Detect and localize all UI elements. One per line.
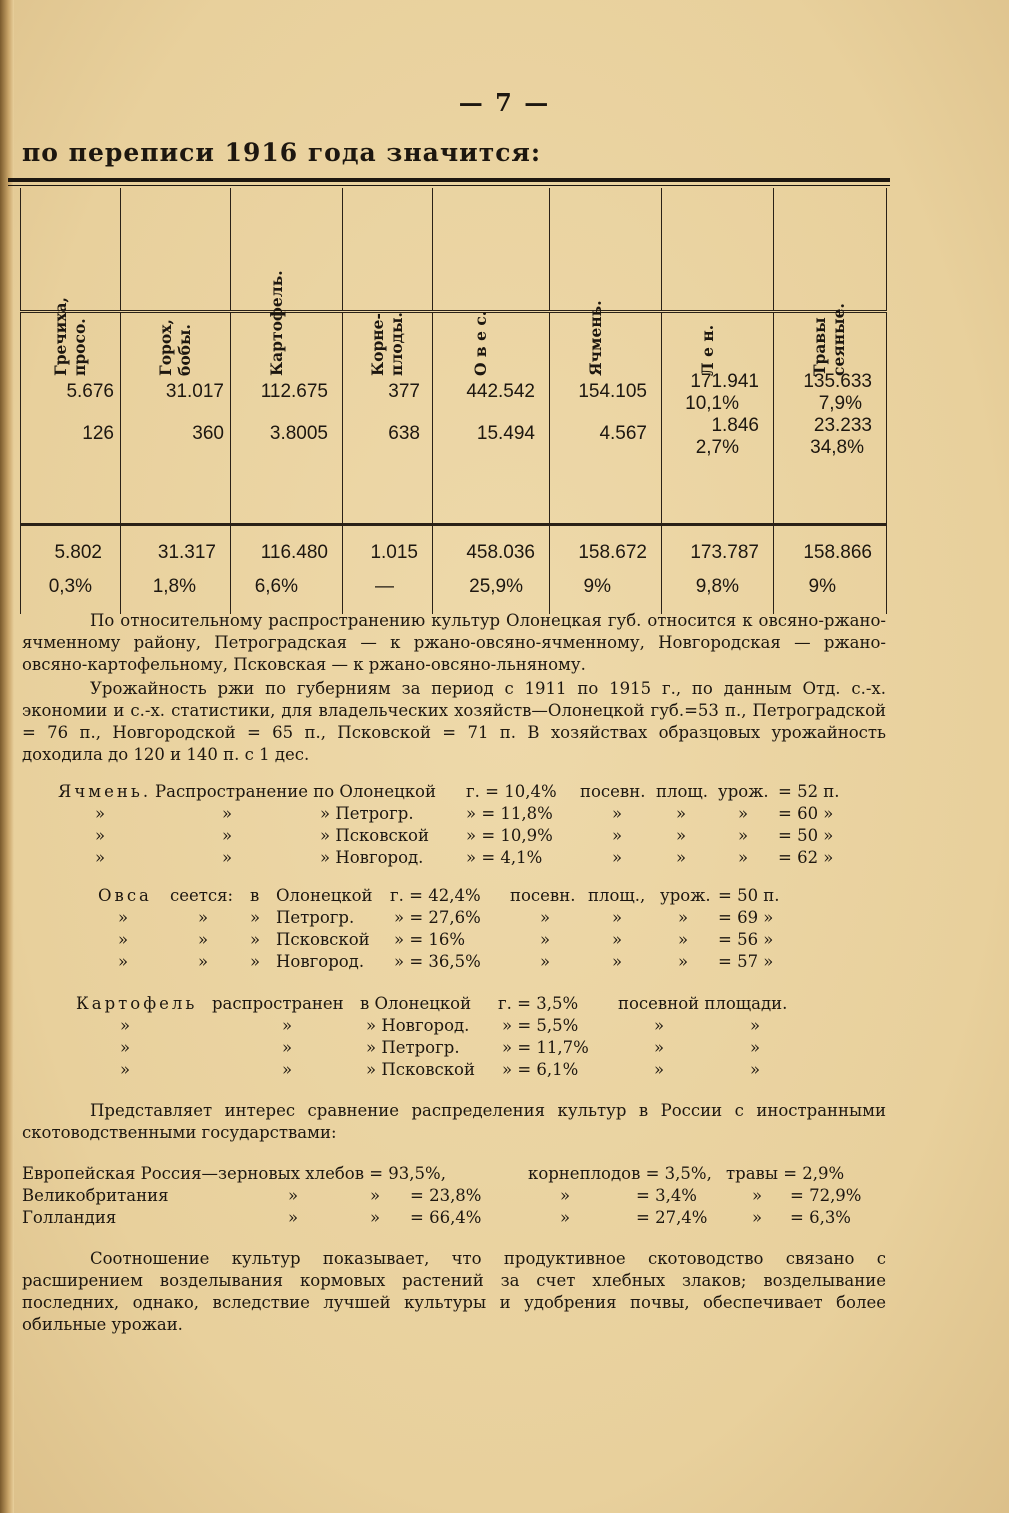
text-run: » Новгород. [320,848,424,867]
table-cell [343,525,433,615]
cell-value: 10,1% [685,393,739,414]
col-header-label: Гречиха, просо. [50,297,89,376]
text-run: » [654,1060,665,1079]
col-header-label: Травы сеяные. [810,303,848,376]
text-run: » Петрогр. [366,1038,460,1057]
cell-value: 116.480 [260,542,328,563]
table-cell [121,525,231,615]
text-run: » [118,952,129,971]
cell-value: 126 [82,423,114,444]
paragraph-regions: По относительному распространению культур Олонецкая губ. относится к овсяно-ржано-ячменному району, Петроградская — к ржано-овсяно-ячменному, Новгородская — ржано-овсяно-картофельному, Псковская — к ржано-овсяно-льняному. [22,611,886,674]
cell-value: 23.233 [813,415,872,436]
cell-value: 458.036 [466,542,535,563]
table-cell [774,525,887,615]
cell-value: 9% [583,576,611,597]
text-run: » Новгород. [366,1016,470,1035]
text-run: » [250,930,261,949]
oats-row [0,908,1009,930]
cell-value: 154.105 [578,381,647,402]
text-run: » [288,1208,299,1227]
text-run: Картофель [76,994,198,1013]
cell-value: 173.787 [690,542,759,563]
cell-value: 9% [808,576,836,597]
text-run: урож. [660,886,711,905]
text-run: » [120,1038,131,1057]
col-header-label: Л е н. [697,324,717,376]
text-run: г. = 42,4% [390,886,481,905]
text-run: » [612,848,623,867]
table-cell [433,525,550,615]
text-run: » [120,1060,131,1079]
text-run: » [738,826,749,845]
cell-value: 5.676 [66,381,114,402]
col-header-label: О в е с. [471,310,490,376]
text-run: » [612,804,623,823]
text-run: » [676,804,687,823]
page-number: — 7 — [458,88,551,117]
text-run: » [560,1186,571,1205]
text-run: » [540,952,551,971]
text-run: площ., [588,886,646,905]
cell-value: 638 [388,423,420,444]
text-run: = 50 п. [718,886,780,905]
text-run: » Псковской [320,826,429,845]
text-run: Великобритания [22,1186,169,1205]
text-run: = 27,4% [636,1208,708,1227]
table-header-row [21,188,887,312]
text-run: » [282,1060,293,1079]
col-header-root-crops [343,188,433,376]
cell-value: — [375,576,394,597]
text-run: Распространение по Олонецкой [155,782,436,801]
text-run: = 3,4% [636,1186,697,1205]
cell-value: 158.672 [578,542,647,563]
text-run: » [752,1208,763,1227]
cell-value: 2,7% [695,437,739,458]
text-run: г. = 3,5% [498,994,579,1013]
text-run: = 60 » [778,804,834,823]
text-run: » [678,952,689,971]
text-run: » [198,930,209,949]
text-run: Овса [98,886,152,905]
col-header-label: Ячмень. [585,300,605,376]
text-run: » [750,1016,761,1035]
col-header-flax [662,188,774,376]
paragraph-comparison-intro: Представляет интерес сравнение распределения культур в России с иностранными скотоводственными государствами: [22,1101,886,1142]
potato-row [0,1060,1009,1082]
cell-value: 9,8% [695,576,739,597]
text-run: посевн. [510,886,576,905]
text-run: » [654,1016,665,1035]
comparison-row [0,1186,1009,1208]
text-run: Новгород. [276,952,365,971]
text-run: » = 6,1% [502,1060,579,1079]
cell-value: 1.015 [370,542,418,563]
cell-value: 5.802 [54,542,102,563]
table-rule [8,178,890,182]
cell-value: 34,8% [810,437,864,458]
text-run: площ. [656,782,708,801]
text-run: = 62 » [778,848,834,867]
cell-value: 158.866 [803,542,872,563]
cell-value: 3.8005 [269,423,328,444]
text-run: » [198,908,209,927]
cell-value: 31.317 [157,542,216,563]
table-row [21,312,887,525]
text-run: » [95,826,106,845]
text-run: » [198,952,209,971]
text-run: » [282,1016,293,1035]
text-run: = 56 » [718,930,774,949]
table-cell [21,525,121,615]
cell-value: 6,6% [254,576,298,597]
text-run: » [612,908,623,927]
text-run: Петрогр. [276,908,355,927]
cell-value: 15.494 [476,423,535,444]
text-run: » [370,1186,381,1205]
comparison-row [0,1208,1009,1230]
col-header-peas [121,188,231,376]
text-run: » = 11,7% [502,1038,589,1057]
text-run: » [540,930,551,949]
cell-value: 135.633 [803,371,872,392]
cell-value: 7,9% [818,393,862,414]
barley-row [0,782,1009,804]
text-run: = 72,9% [790,1186,862,1205]
text-run: » = 11,8% [466,804,553,823]
text-run: » [750,1038,761,1057]
cell-value: 377 [388,381,420,402]
text-run: » Петрогр. [320,804,414,823]
text-run: » [222,826,233,845]
text-run: » [95,804,106,823]
text-run: » = 4,1% [466,848,543,867]
cell-value: 31.017 [165,381,224,402]
oats-row [0,930,1009,952]
text-run: Ячмень. [58,782,152,801]
text-run: » [118,908,129,927]
text-run: » = 27,6% [394,908,481,927]
text-run: = 50 » [778,826,834,845]
text-run: » [560,1208,571,1227]
text-run: » Псковской [366,1060,475,1079]
text-run: » [95,848,106,867]
col-header-label: Корне- плоды. [367,312,406,376]
text-run: = 69 » [718,908,774,927]
paragraph-conclusion: Соотношение культур показывает, что продуктивное скотоводство связано с расширением возделывания кормовых растений за счет хлебных злаков; возделывание последних, однако, вследствие лучшей культуры и удобрения почвы, обеспечивает более обильные урожаи. [22,1249,886,1334]
text-run: = 6,3% [790,1208,851,1227]
barley-row [0,804,1009,826]
cell-value: 171.941 [690,371,759,392]
text-run: » = 5,5% [502,1016,579,1035]
table-cell [662,525,774,615]
text-run: Псковской [276,930,370,949]
text-run: = 66,4% [410,1208,482,1227]
text-run: » [654,1038,665,1057]
text-run: » [678,908,689,927]
col-header-grasses [774,188,887,376]
text-run: г. = 10,4% [466,782,557,801]
text-run: в Олонецкой [360,994,472,1013]
text-run: » [250,908,261,927]
col-header-label: Картофель. [266,270,286,376]
text-run: корнеплодов = 3,5%, [528,1164,712,1183]
table-cell [231,525,343,615]
text-run: » [676,826,687,845]
text-run: Европейская Россия—зерновых хлебов = 93,5%, [22,1164,446,1183]
text-run: » [540,908,551,927]
col-header-label: Горох, бобы. [155,319,194,376]
barley-row [0,848,1009,870]
text-run: Голландия [22,1208,117,1227]
text-run: » = 10,9% [466,826,553,845]
census-table [20,188,887,614]
text-run: посевной площади. [618,994,788,1013]
text-run: » [738,848,749,867]
col-header-buckwheat [21,188,121,376]
text-run: » [222,804,233,823]
cell-value: 0,3% [48,576,92,597]
potato-row [0,1038,1009,1060]
cell-value: 442.542 [466,381,535,402]
text-run: » [612,952,623,971]
table-rule-thin [8,185,890,186]
text-run: травы = 2,9% [726,1164,845,1183]
potato-row [0,1016,1009,1038]
cell-value: 112.675 [260,381,328,402]
text-run: » [750,1060,761,1079]
col-header-potato [231,188,343,376]
text-run: » [120,1016,131,1035]
text-run: = 52 п. [778,782,840,801]
potato-row [0,994,1009,1016]
text-run: » [222,848,233,867]
text-run: » [250,952,261,971]
text-run: » [752,1186,763,1205]
cell-value: 25,9% [469,576,523,597]
text-run: » [288,1186,299,1205]
text-run: Олонецкой [276,886,373,905]
table-cell [550,525,662,615]
text-run: сеется: [170,886,234,905]
text-run: урож. [718,782,769,801]
text-run: = 23,8% [410,1186,482,1205]
cell-value: 1,8% [152,576,196,597]
text-run: » [676,848,687,867]
cell-value: 360 [192,423,224,444]
paragraph-rye-yield: Урожайность ржи по губерниям за период с 1911 по 1915 г., по данным Отд. с.-х. экономии и с.-х. статистики, для владельческих хозяйств—Олонецкой губ.=53 п., Петроградской = 76 п., Новгородской = 65 п., Псковской = 71 п. В хозяйствах образцовых урожайность доходила до 120 и 140 п. с 1 дес. [22,679,886,764]
text-run: » [738,804,749,823]
oats-row [0,886,1009,908]
text-run: посевн. [580,782,646,801]
section-heading: по переписи 1916 года значится: [22,138,542,167]
oats-row [0,952,1009,974]
text-run: в [250,886,260,905]
cell-value: 4.567 [599,423,647,444]
col-header-barley [550,188,662,376]
text-run: = 57 » [718,952,774,971]
text-run: » [282,1038,293,1057]
comparison-row [0,1164,1009,1186]
text-run: » [612,826,623,845]
text-run: » [118,930,129,949]
text-run: распространен [212,994,344,1013]
text-run: » [678,930,689,949]
cell-value: 1.846 [711,415,759,436]
col-header-oats [433,188,550,376]
text-run: » = 16% [394,930,466,949]
text-run: » [370,1208,381,1227]
text-run: » = 36,5% [394,952,481,971]
table-row [21,525,887,615]
text-run: » [612,930,623,949]
barley-row [0,826,1009,848]
